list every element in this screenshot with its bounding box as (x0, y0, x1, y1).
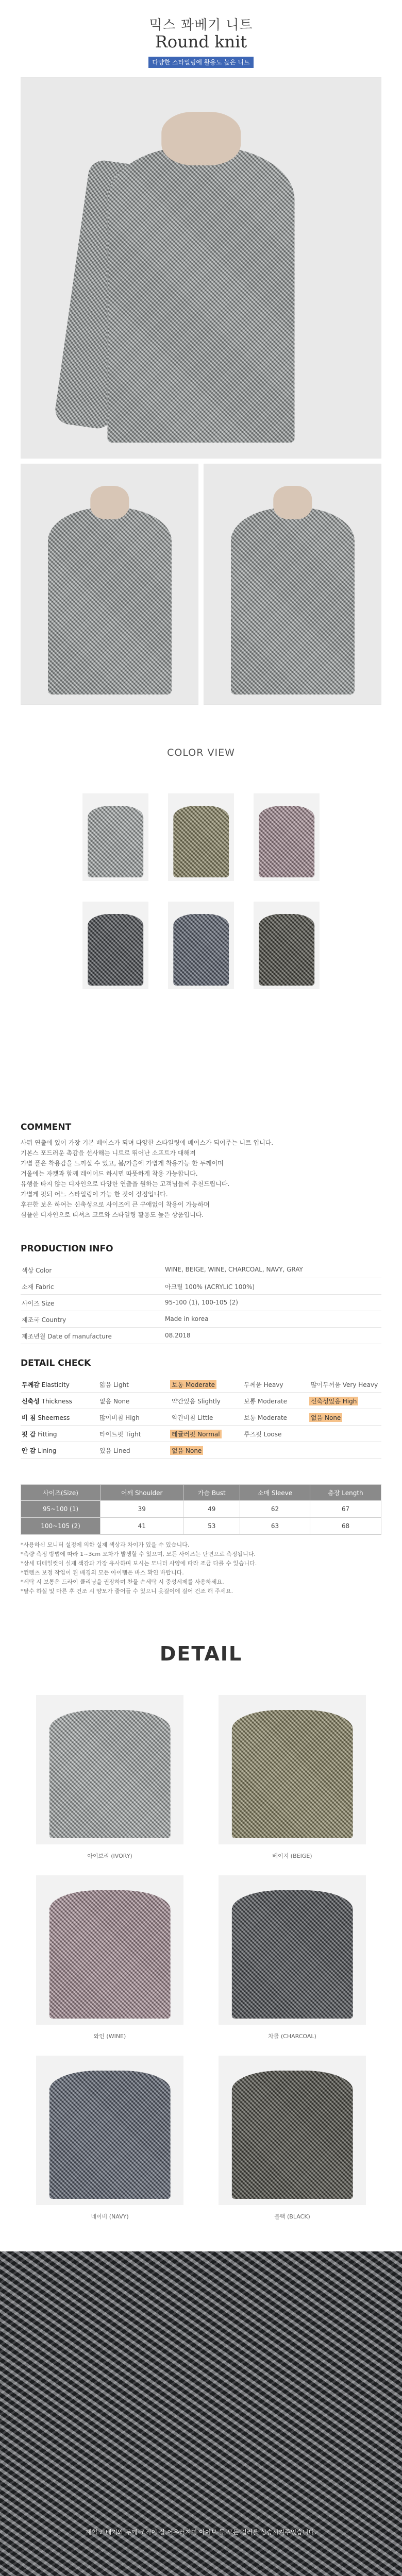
color-thumb-ivory[interactable] (82, 793, 148, 881)
info-key: 소재 Fabric (22, 1283, 54, 1291)
swatch-knit (49, 2071, 171, 2199)
check-option: 두께움 Heavy (244, 1381, 283, 1388)
swatch-knit (232, 2071, 353, 2199)
main-product-photo (21, 77, 381, 459)
sweater-body (108, 146, 295, 443)
check-option-selected: 없음 None (309, 1413, 342, 1422)
size-table-header-cell: 소매 Sleeve (240, 1485, 310, 1501)
info-key: 제조년월 Date of manufacture (22, 1333, 112, 1340)
closeup-caption: 제혈 꽈배기와 두께 조직이 잘 어우러지며 아이보 등 모든 컬러를 상승시켜주었습니다. (86, 2529, 316, 2536)
check-option: 약간비침 Little (172, 1414, 213, 1421)
detail-photo-ivory (36, 1695, 183, 1844)
detail-photo-charcoal (219, 1875, 366, 2025)
size-cell: 53 (183, 1518, 240, 1535)
size-cell: 63 (240, 1518, 310, 1535)
info-row-color (21, 1261, 381, 1278)
detail-photo-wine (36, 1875, 183, 2025)
comment-line: 사뮈 연출에 있어 가장 기본 베이스가 되며 다양한 스타일링에 베이스가 되어주는 니트 입니다. (21, 1139, 274, 1146)
notice-line: *측량 측정 방법에 따라 1~3cm 오차가 발생할 수 있으며, 모든 사이즈는 단면으로 측정됩니다. (21, 1551, 256, 1557)
table-row (21, 1518, 381, 1535)
comment-line: 겨울에는 자켓과 함께 레이어드 하시면 따뜻하게 착용 가능합니다. (21, 1170, 198, 1177)
table-row (21, 1501, 381, 1518)
model-neck (90, 486, 129, 519)
side-photo-right (204, 464, 381, 705)
check-option: 많이비침 High (99, 1414, 140, 1421)
swatch-knit (232, 1710, 353, 1838)
size-table-header-cell: 가슴 Bust (183, 1485, 240, 1501)
sweater-body (47, 507, 171, 694)
check-option-selected: 없음 None (170, 1446, 203, 1455)
comment-title: COMMENT (21, 1122, 72, 1132)
size-cell: 62 (240, 1501, 310, 1518)
color-view-title: COLOR VIEW (167, 747, 235, 758)
comment-line: 심플한 디자인으로 티셔츠 코트와 스타일링 활용도 높은 상품입니다. (21, 1211, 204, 1218)
notice-line: *탈수 하실 및 마른 후 건조 시 양모가 줄어들 수 있으니 옷걸이에 걸어 건조 해 주세요. (21, 1588, 233, 1595)
check-option: 타이트핏 Tight (99, 1431, 141, 1438)
check-option-selected: 레귤러핏 Normal (170, 1430, 222, 1438)
detail-photo-navy (36, 2056, 183, 2205)
info-key: 색상 Color (22, 1267, 52, 1274)
info-value: 아크릴 100% (ACRYLIC 100%) (165, 1283, 255, 1291)
info-row-date (21, 1327, 381, 1344)
model-neck (161, 112, 241, 165)
swatch-knit (259, 806, 314, 877)
check-option: 많이두꺼움 Very Heavy (311, 1381, 378, 1388)
comment-line: 기본스 포드러운 촉감을 선사해는 니트로 뛰어난 소프트가 대해져 (21, 1149, 196, 1157)
notice-line: *사용하신 모니터 설정에 의한 실제 색상과 차이가 있을 수 있습니다. (21, 1541, 190, 1548)
check-option: 없음 None (99, 1398, 130, 1405)
detail-check-row-fitting (21, 1425, 381, 1442)
swatch-knit (49, 1890, 171, 2019)
detail-check-row-thickness (21, 1392, 381, 1409)
side-photo-left (21, 464, 198, 705)
detail-label: 베이지 (BEIGE) (272, 1853, 312, 1859)
info-value: 08.2018 (165, 1332, 191, 1339)
swatch-knit (173, 914, 229, 986)
notice-line: *세탁 시 보통은 드라이 클리닝을 권장하며 찬물 손세탁 시 중성세제를 사용하세요. (21, 1579, 224, 1585)
swatch-knit (49, 1710, 171, 1838)
info-value: WINE, BEIGE, WINE, CHARCOAL, NAVY, GRAY (165, 1266, 303, 1273)
color-thumb-charcoal[interactable] (82, 902, 148, 989)
info-row-country (21, 1311, 381, 1328)
closeup-photo-1 (0, 2251, 402, 2576)
swatch-knit (259, 914, 314, 986)
product-badge: 다양한 스타일링에 활용도 높은 니트 (148, 57, 254, 68)
check-option-selected: 신축성있음 High (309, 1397, 358, 1405)
info-row-fabric (21, 1278, 381, 1295)
check-option: 얇음 Light (99, 1381, 129, 1388)
color-thumb-black[interactable] (254, 902, 320, 989)
detail-label: 블랙 (BLACK) (274, 2213, 310, 2220)
check-option: 보통 Moderate (244, 1398, 288, 1405)
sweater-body (230, 507, 354, 694)
check-label: 비 침 Sheerness (22, 1414, 70, 1421)
check-option: 보통 Moderate (244, 1414, 288, 1421)
size-table-header-cell: 총장 Length (310, 1485, 381, 1501)
size-table-header (21, 1485, 381, 1501)
size-cell: 49 (183, 1501, 240, 1518)
check-option: 루즈핏 Loose (244, 1431, 282, 1438)
size-table-header-cell: 어깨 Shoulder (100, 1485, 183, 1501)
detail-check-title: DETAIL CHECK (21, 1358, 91, 1368)
size-table (21, 1484, 381, 1535)
size-cell: 39 (100, 1501, 183, 1518)
production-info-title: PRODUCTION INFO (21, 1244, 113, 1254)
comment-line: 가볍게 핏되 어느 스타일링이 가능 한 것이 장점입니다. (21, 1191, 168, 1198)
size-cell: 95~100 (1) (21, 1501, 100, 1518)
detail-check-row-sheerness (21, 1409, 381, 1426)
color-thumb-wine[interactable] (254, 793, 320, 881)
notice-line: *상세 디테일컷이 실제 색감과 가장 유사하며 보시는 모니터 사양에 따라 조금 다를 수 있습니다. (21, 1560, 257, 1567)
info-value: 95-100 (1), 100-105 (2) (165, 1299, 238, 1306)
model-neck (273, 486, 312, 519)
info-row-size (21, 1294, 381, 1311)
check-label: 두께감 Elasticity (22, 1381, 70, 1388)
notice-text (21, 1540, 381, 1596)
detail-check-row-elasticity (21, 1376, 381, 1393)
size-cell: 41 (100, 1518, 183, 1535)
check-option: 있음 Lined (99, 1447, 130, 1454)
size-cell: 67 (310, 1501, 381, 1518)
size-cell: 100~105 (2) (21, 1518, 100, 1535)
info-key: 사이즈 Size (22, 1300, 55, 1307)
product-subtitle: Round knit (155, 32, 247, 52)
check-option: 약간있음 Slightly (172, 1398, 221, 1405)
check-label: 신축성 Thickness (22, 1398, 72, 1405)
swatch-knit (88, 806, 143, 877)
swatch-knit (88, 914, 143, 986)
detail-label: 네이비 (NAVY) (91, 2213, 129, 2220)
info-key: 제조국 Country (22, 1316, 66, 1324)
check-label: 핏 감 Fitting (22, 1431, 57, 1438)
comment-line: 후끈한 보온 하여는 신축성으로 사이즈에 큰 구애없이 착용이 가능하며 (21, 1201, 210, 1208)
detail-title: DETAIL (159, 1642, 243, 1665)
size-cell: 68 (310, 1518, 381, 1535)
detail-label: 차콜 (CHARCOAL) (268, 2033, 316, 2040)
detail-photo-black (219, 2056, 366, 2205)
detail-label: 와인 (WINE) (93, 2033, 126, 2040)
color-thumb-beige[interactable] (168, 793, 234, 881)
detail-photo-beige (219, 1695, 366, 1844)
detail-label: 아이보리 (IVORY) (87, 1853, 132, 1859)
comment-line: 유행을 타지 않는 디자인으로 다양한 연출을 원하는 고객님들께 추천드립니다. (21, 1180, 230, 1188)
swatch-knit (232, 1890, 353, 2019)
comment-line: 가볍 플은 착용감을 느끼실 수 있고, 봄/가을에 가볍게 착용가능 한 두께이며 (21, 1160, 224, 1167)
swatch-knit (173, 806, 229, 877)
detail-check-row-lining (21, 1442, 381, 1459)
check-option-selected: 보통 Moderate (170, 1380, 216, 1389)
info-value: Made in korea (165, 1315, 209, 1323)
color-thumb-navy[interactable] (168, 902, 234, 989)
notice-line: *컨텐츠 보정 작업이 된 배경의 모든 아이템은 바스 확인 바랍니다. (21, 1569, 184, 1576)
size-table-header-cell: 사이즈(Size) (21, 1485, 100, 1501)
comment-body (21, 1138, 381, 1220)
product-title: 믹스 꽈베기 니트 (149, 18, 253, 33)
check-label: 안 감 Lining (22, 1447, 57, 1454)
